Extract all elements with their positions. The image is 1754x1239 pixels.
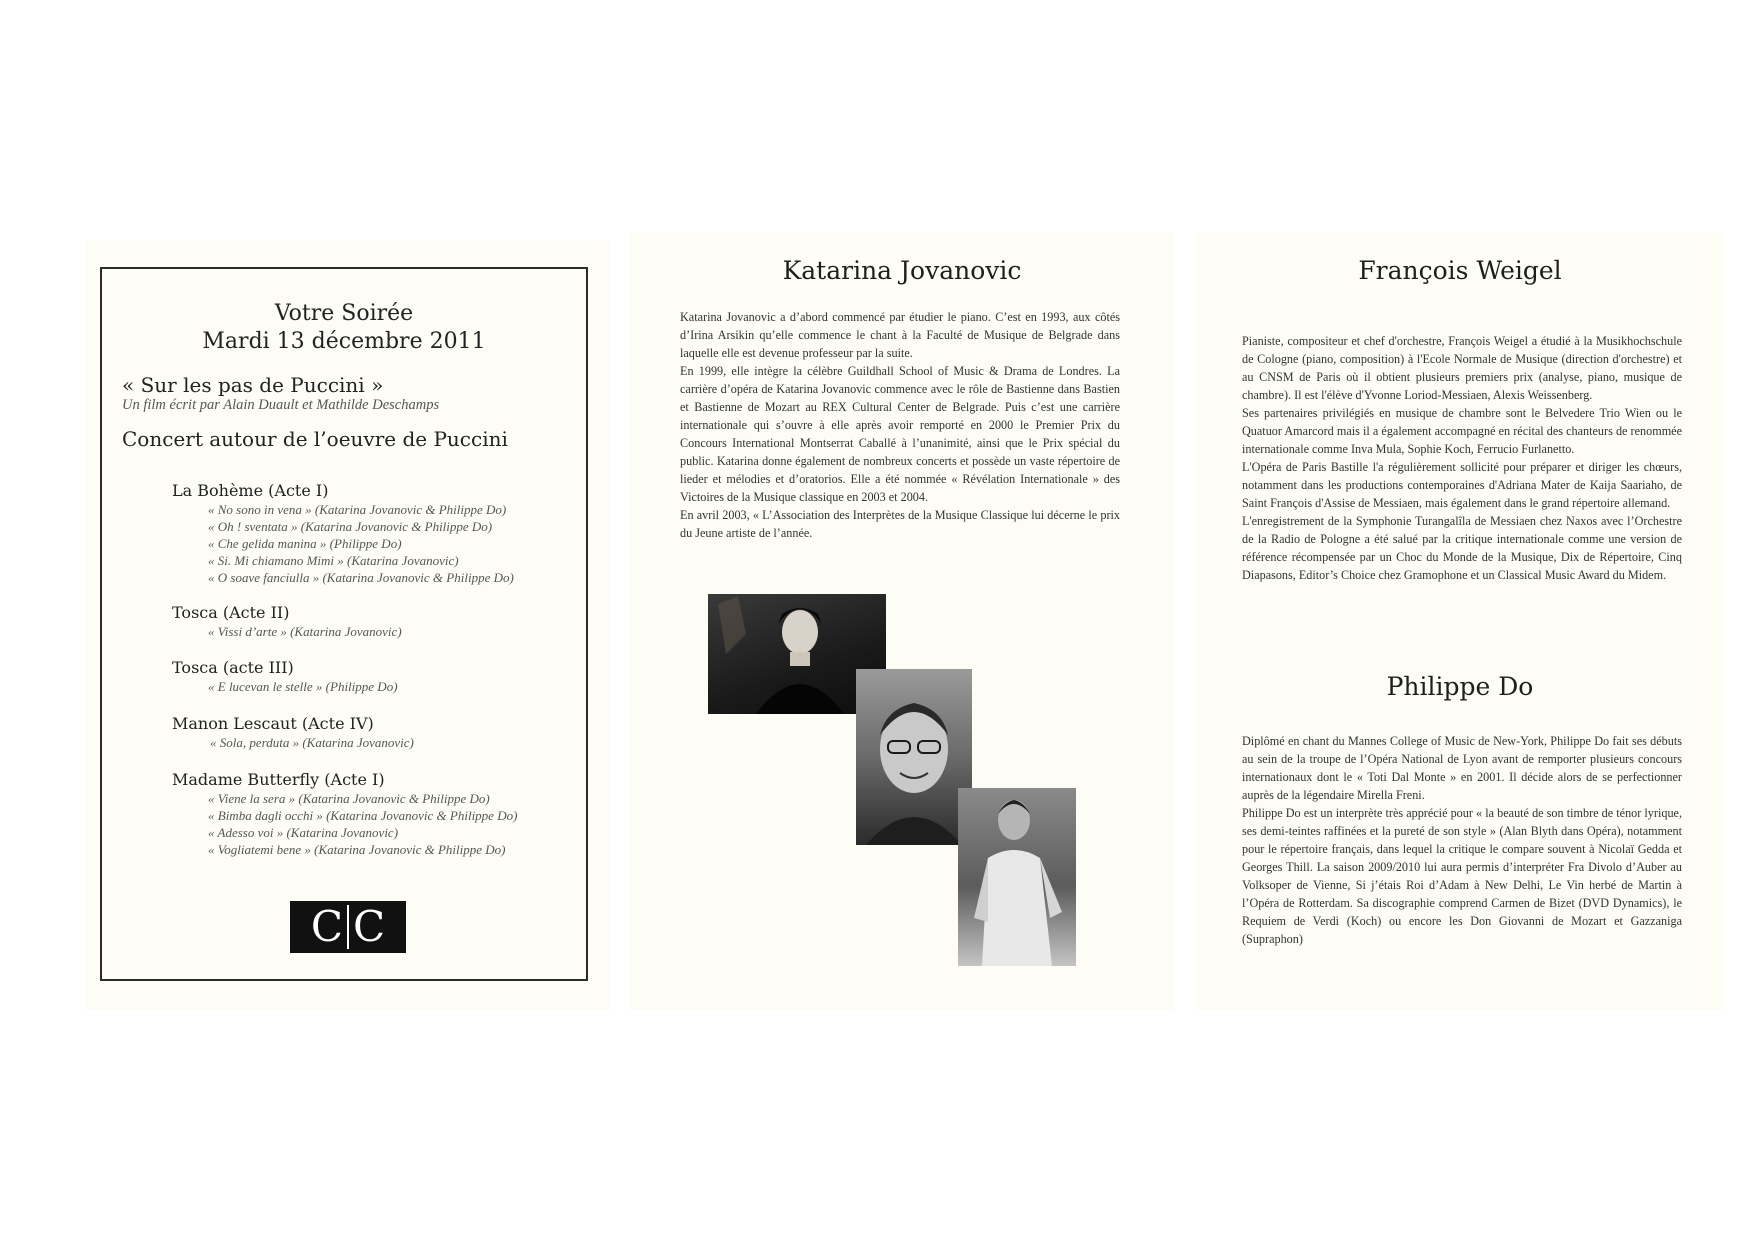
bio-paragraph: Diplômé en chant du Mannes College of Music de New-York, Philippe Do fait ses débuts au sein de la troupe de l’Opéra National de Lyon avant de remporter plusieurs concours internationaux dont le « Toti Dal Monte » en 2001. Il décide alors de se perfectionner auprès de la légendaire Mirella Freni. — [1242, 734, 1682, 802]
film-subtitle: Un film écrit par Alain Duault et Mathilde Deschamps — [122, 397, 440, 413]
aria-item: « Vissi d’arte » (Katarina Jovanovic) — [208, 624, 402, 639]
logo-letter: C — [310, 902, 343, 951]
logo-letter: C — [353, 902, 386, 951]
cic-logo — [290, 901, 406, 953]
aria-item: « Bimba dagli occhi » (Katarina Jovanovic & Philippe Do) — [208, 808, 518, 823]
bio-paragraph: Katarina Jovanovic a d’abord commencé par étudier le piano. C’est en 1993, aux côtés d’Irina Arsikin qu’elle commence le chant à la Faculté de Musique de Belgrade dans laquelle elle est devenue professeur par la suite. — [680, 310, 1120, 360]
bio-paragraph: Philippe Do est un interprète très apprécié pour « la beauté de son timbre de ténor lyrique, ses demi-teintes raffinées et la pureté de son style » (Alan Blyth dans Opéra), notamment pour le répertoire français, dans lequel la critique le compare souvent à Nicolaï Gedda et Georges Thill. La saison 2009/2010 lui aura permis d’interpréter Fra Divolo d’Auber au Volksoper de Vienne, Si j’étais Roi d’Adam à New Delhi, Le Vin herbé de Martin à l’Opéra de Rotterdam. Sa discographie comprend Carmen de Bizet (DVD Dynamics), le Requiem de Verdi (Koch) ou encore les Don Giovanni de Mozart et Gazzaniga (Supraphon) — [1242, 806, 1682, 946]
artist-name: François Weigel — [1358, 256, 1562, 285]
artist-bio — [1242, 732, 1682, 948]
bio-paragraph: Ses partenaires privilégiés en musique de chambre sont le Belvedere Trio Wien ou le Quatuor Amarcord mais il a également accompagné en récital des chanteurs de renommée internationale comme Inva Mula, Sophie Koch, Ferrucio Furlanetto. — [1242, 406, 1682, 456]
opera-title: Tosca (Acte II) — [172, 603, 290, 622]
opera-title: Manon Lescaut (Acte IV) — [172, 714, 374, 733]
soiree-heading: Votre Soirée — [274, 301, 414, 326]
bio-paragraph: En 1999, elle intègre la célèbre Guildhall School of Music & Drama de Londres. La carrière d’opéra de Katarina Jovanovic commence avec le rôle de Bastienne dans Bastien et Bastienne de Mozart au REX Cultural Center de Belgrade. Puis c’est une carrière internationale qui s’ouvre à elle après avoir remporté en 2000 le Premier Prix du Concours International Montserrat Caballé à l’unanimité, ainsi que le Prix spécial du public. Katarina donne également de nombreux concerts et possède un vaste répertoire de lieder et mélodies et d’oratorios. Elle a été nommée « Révélation Internationale » des Victoires de la Musique classique en 2003 et 2004. — [680, 364, 1120, 504]
bio-paragraph: En avril 2003, « L’Association des Interprètes de la Musique Classique lui décerne le prix du Jeune artiste de l’année. — [680, 508, 1120, 540]
film-title: « Sur les pas de Puccini » — [122, 373, 384, 397]
photo-philippe-do — [856, 669, 972, 845]
aria-item: « Adesso voi » (Katarina Jovanovic) — [208, 825, 399, 840]
aria-item: « Sola, perduta » (Katarina Jovanovic) — [210, 735, 414, 750]
jovanovic-panel — [630, 232, 1174, 1010]
artist-name: Katarina Jovanovic — [782, 256, 1022, 285]
opera-title: La Bohème (Acte I) — [172, 481, 329, 500]
artist-bio — [1242, 332, 1682, 584]
programme-panel — [86, 240, 610, 1010]
aria-item: « Che gelida manina » (Philippe Do) — [208, 536, 402, 551]
bio-paragraph: Pianiste, compositeur et chef d'orchestre, François Weigel a étudié à la Musikhochschule de Cologne (piano, composition) à l'Ecole Normale de Musique (direction d'orchestre) et au CNSM de Paris où il obtient plusieurs premiers prix (analyse, piano, musique de chambre). Il est l'élève d'Yvonne Loriod-Messiaen, Alexis Weissenberg. — [1242, 334, 1682, 402]
photo-francois-weigel — [958, 788, 1076, 966]
bio-paragraph: L'enregistrement de la Symphonie Turangalîla de Messiaen chez Naxos avec l’Orchestre de la Radio de Pologne a été salué par la critique internationale comme une version de référence récompensée par un Choc du Monde de la Musique, Dix de Répertoire, Cinq Diapasons, Editor’s Choice chez Gramophone et un Classical Music Award du Midem. — [1242, 514, 1682, 582]
programme-frame — [100, 267, 588, 981]
aria-item: « Viene la sera » (Katarina Jovanovic & Philippe Do) — [208, 791, 490, 806]
artist-name: Philippe Do — [1386, 672, 1534, 701]
logo-divider — [347, 905, 349, 949]
aria-item: « Oh ! sventata » (Katarina Jovanovic & Philippe Do) — [208, 519, 493, 534]
aria-item: « E lucevan le stelle » (Philippe Do) — [208, 679, 398, 694]
aria-item: « No sono in vena » (Katarina Jovanovic & Philippe Do) — [208, 502, 507, 517]
artist-bio — [680, 308, 1120, 542]
aria-item: « Si. Mi chiamano Mimi » (Katarina Jovanovic) — [208, 553, 459, 568]
bio-paragraph: L'Opéra de Paris Bastille l'a régulièrement sollicité pour préparer et diriger les chœurs, notamment dans les productions contemporaines d'Adriana Mater de Kaija Saariaho, de Saint François d'Assise de Messiaen, mais également dans le grand répertoire allemand. — [1242, 460, 1682, 510]
aria-item: « O soave fanciulla » (Katarina Jovanovic & Philippe Do) — [208, 570, 514, 585]
concert-title: Concert autour de l’oeuvre de Puccini — [122, 427, 508, 451]
opera-title: Tosca (acte III) — [172, 658, 294, 677]
weigel-do-panel — [1196, 232, 1724, 1010]
soiree-date: Mardi 13 décembre 2011 — [202, 329, 486, 354]
opera-title: Madame Butterfly (Acte I) — [172, 770, 385, 789]
aria-item: « Vogliatemi bene » (Katarina Jovanovic & Philippe Do) — [208, 842, 506, 857]
